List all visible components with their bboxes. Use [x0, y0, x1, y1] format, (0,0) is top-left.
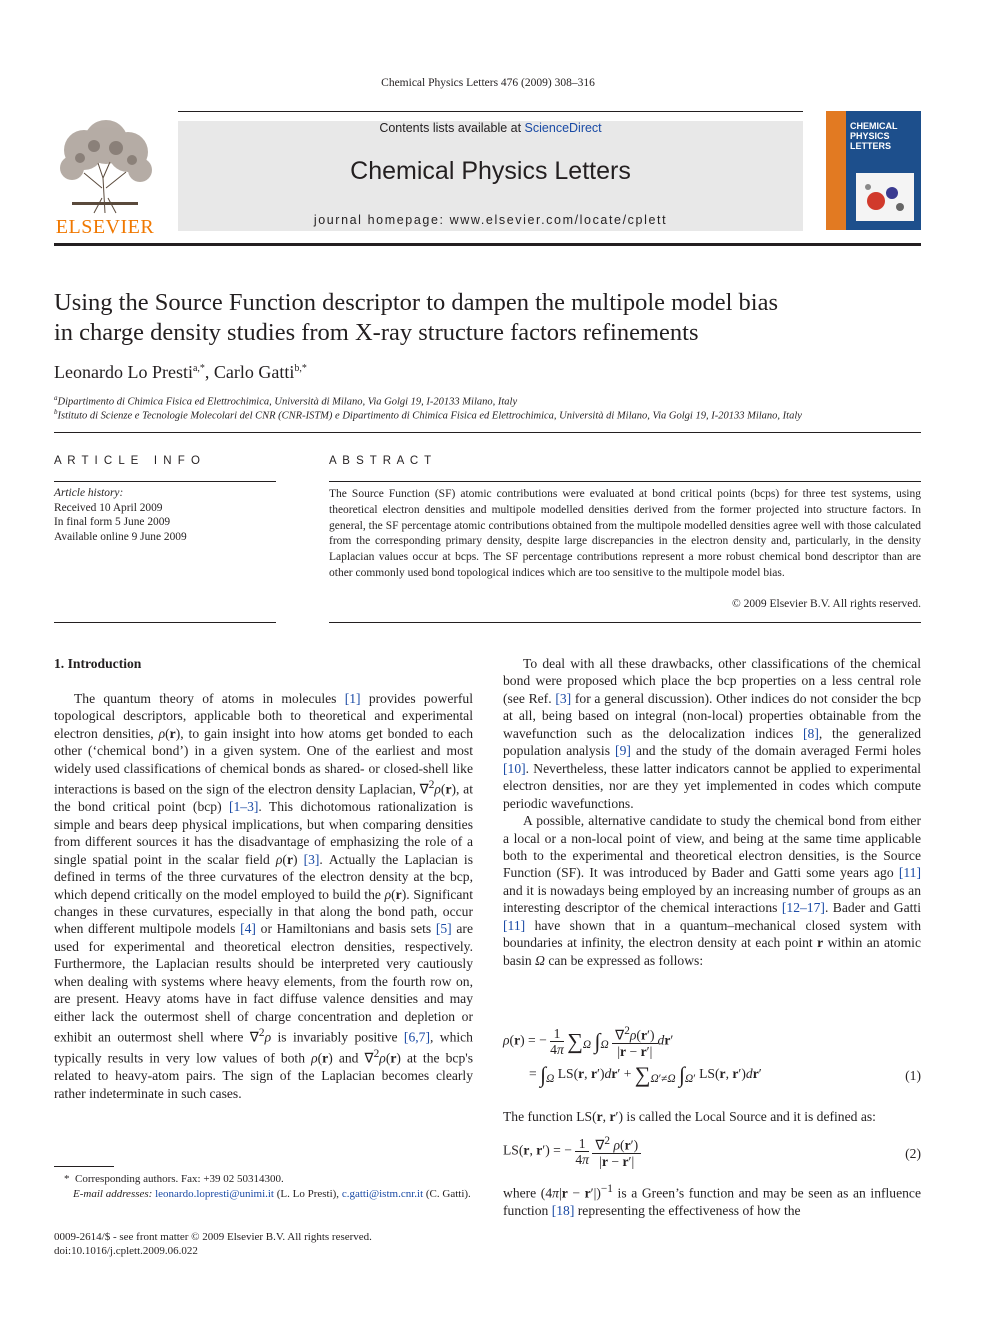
author-line: [54, 362, 307, 383]
article-title: [54, 288, 778, 348]
article-info-heading: A R T I C L E I N F O: [54, 455, 202, 467]
abstract-bottom-rule: [329, 622, 921, 623]
affil-b-text: Istituto di Scienze e Tecnologie Molecolari del CNR (CNR-ISTM) e Dipartimento di Chimica Fisica ed Elettrochimica, Università di Milano, Via Golgi 19, I-20133 Milano, Italy: [57, 410, 802, 422]
revised-date: In final form 5 June 2009: [54, 516, 171, 528]
journal-cover: [826, 111, 921, 230]
affil-a-marker: a: [54, 394, 58, 402]
email-gatti-link[interactable]: c.gatti@istm.cnr.it: [341, 1188, 424, 1200]
elsevier-wordmark: ELSEVIER: [55, 216, 155, 238]
online-date: Available online 9 June 2009: [54, 530, 187, 543]
author-2-affil: b,*: [294, 363, 307, 374]
abstract-heading: A B S T R A C T: [329, 455, 433, 467]
email-2-owner: (C. Gatti).: [423, 1188, 471, 1200]
footnote-corresponding: * Corresponding authors. Fax: +39 02 50314300.: [64, 1173, 284, 1185]
footnote-rule: [54, 1166, 114, 1167]
author-2: Carlo Gatti: [213, 362, 295, 382]
abstract-text: The Source Function (SF) atomic contributions were evaluated at bond critical points (bcps) for three test systems, using theoretical electron densities and multipole modelled densities derived from the former projected into structure factors. In general, the SF percentage atomic contributions obtained from the multipole modelled densities agree well with those calculated from the corresponding primary density, despite large discrepancies in the electron density and, particularly, in the density Laplacian values occur at bcps. The SF percentage contributions represent a more robust chemical bond descriptor than are other commonly used bond topological indices which are too sensitive to the multipole model bias.: [329, 488, 921, 579]
header-bottom-rule: [54, 243, 921, 246]
email-1-owner: (L. Lo Presti),: [273, 1188, 342, 1200]
local-source-sentence: The function LS(r, r′) is called the Local Source and it is defined as:: [503, 1109, 876, 1124]
section-heading-introduction: 1. Introduction: [54, 656, 142, 671]
equation-2: LS(r, r′) = − $\frac{1}{4\pi}$ $\frac{\nabla^2 \rho(r')}{|r - r'|}$ (2): [503, 1135, 921, 1169]
abstract-rule: [329, 481, 921, 482]
article-history: [54, 486, 187, 544]
intro-paragraph-2: To deal with all these drawbacks, other classifications of the chemical bond were proposed which place the bcp properties on a less central role (see Ref. [3] for a general discussion). Other indices do not consider the bcp at all, being based on integral (non-local) properties obtainable from the wavefunction such as the delocalization indices [8], the generalized population analysis [9] and the study of the domain averaged Fermi holes [10]. Nevertheless, these latter indicators cannot be applied to experimental electron densities, nor are they yet implemented in codes which compute periodic wavefunctions. A possible, alternative candidate to study the chemical bond from either a local or a non-local point of view, and being at the same time applicable both to the experimental and theoretical electron densities, is the Source Function (SF). It was introduced by Bader and Gatti some years ago [11] and it is nowadays being employed by an increasing number of groups as an interesting descriptor of the chemical interactions [12–17]. Bader and Gatti [11] have shown that in a quantum–mechanical closed system with boundaries at infinity, the electron density at each point r within an atomic basin Ω can be expressed as follows:: [503, 656, 921, 968]
article-title-line-1: Using the Source Function descriptor to dampen the multipole model bias: [54, 289, 778, 316]
affil-rule: [54, 432, 921, 433]
equation-1: ρ(r) = − $\frac{1}{4\pi}$ $\sum_\Omega$ $\int_\Omega$ $\frac{\nabla^2\rho(r')}{|r - r'|}$ dr′ = $\int_\Omega$ LS(r, $r')dr' + \sum_{\Omega'\ne\Omega}$ $\int_{\Omega'}$ LS(r, r′)dr′ (1): [503, 1025, 921, 1087]
footnote-emails: [54, 1187, 473, 1201]
article-info-bottom-rule: [54, 622, 276, 623]
journal-homepage[interactable]: journal homepage: www.elsevier.com/locate/cplett: [313, 213, 668, 227]
contents-line: [178, 121, 803, 135]
author-1-affil: a,*: [192, 363, 205, 374]
article-title-line-2: in charge density studies from X-ray structure factors refinements: [54, 319, 699, 346]
article-history-label: Article history:: [54, 487, 124, 499]
cover-title: CHEMICAL PHYSICS LETTERS: [850, 121, 898, 151]
journal-title: Chemical Physics Letters: [350, 157, 631, 185]
received-date: Received 10 April 2009: [54, 501, 163, 514]
affil-b-marker: b: [54, 408, 58, 416]
equation-1-number: (1): [905, 1068, 921, 1083]
contents-prefix: Contents lists available at: [379, 121, 525, 135]
article-info-rule: [54, 481, 276, 482]
affiliation-b: [54, 408, 802, 422]
equation-2-number: (2): [905, 1146, 921, 1161]
author-sep: ,: [204, 362, 214, 382]
cover-illustration: [856, 173, 914, 221]
issn-line: 0009-2614/$ - see front matter © 2009 Elsevier B.V. All rights reserved.: [54, 1231, 372, 1243]
elsevier-logo: [54, 118, 156, 238]
greens-function-paragraph: where $(4\pi|r - r'|)^{-1}$ is a Green’s function and may be seen as an influence function [18] representing the effectiveness of how the: [503, 1183, 921, 1218]
intro-paragraph-1: The quantum theory of atoms in molecules [1] provides powerful topological descriptors, applicable both to theoretical and experimental electron densities, ρ(r), to gain insight into how atoms get bonded to each other (‘chemical bond’) in a given system. One of the earliest and most widely used classifications of chemical bonds as shared- or closed-shell like interactions is based on the sign of the electron density Laplacian, ∇$^2$ρ(r), at the bond critical point (bcp) [1–3]. This dichotomous rationalization is simple and bears deep physical implications, but when comparing densities from different sources it has the disadvantage of emphasizing the role of a single spatial point in the scalar field ρ(r) [3]. Actually the Laplacian is defined in terms of the three curvatures of the electron density at the bcp, which depend critically on the model employed to build the ρ(r). Significant changes in these curvatures, especially in that along the bond path, occur when different multipole models [4] or Hamiltonians and basis sets [5] are used for experimental and theoretical electron densities, respectively. Furthermore, the Laplacian results should be interpreted very cautiously when dealing with systems where heavy elements, from the fourth row on, are present. Heavy atoms have in fact diffuse valence densities and may either lack the outermost shell of charge concentration and depletion or exhibit an outermost shell where ∇$^2$ρ is invariably positive [6,7], which typically results in very low values of both ρ(r) and ∇$^2$ρ(r) at the bcp's related to heavy-atom pairs. The sign of the Laplacian becomes clearly rather indeterminate in such cases.: [54, 691, 473, 1101]
email-label: E-mail addresses:: [73, 1188, 153, 1200]
affil-a-text: Dipartimento di Chimica Fisica ed Elettrochimica, Università di Milano, Via Golgi 19, I-20133 Milano, Italy: [57, 396, 518, 408]
doi-line[interactable]: doi:10.1016/j.cplett.2009.06.022: [54, 1245, 198, 1257]
journal-reference: Chemical Physics Letters 476 (2009) 308–316: [381, 77, 595, 89]
abstract-copyright: © 2009 Elsevier B.V. All rights reserved.: [732, 598, 921, 610]
journal-banner: [178, 121, 803, 231]
email-lopresti-link[interactable]: leonardo.lopresti@unimi.it: [155, 1188, 274, 1200]
affiliation-a: [54, 394, 517, 408]
author-1: Leonardo Lo Presti: [54, 362, 193, 382]
sciencedirect-link[interactable]: ScienceDirect: [524, 121, 602, 135]
cover-band: [826, 111, 846, 230]
header-top-rule: [178, 111, 803, 112]
elsevier-tree-icon: [54, 118, 156, 214]
